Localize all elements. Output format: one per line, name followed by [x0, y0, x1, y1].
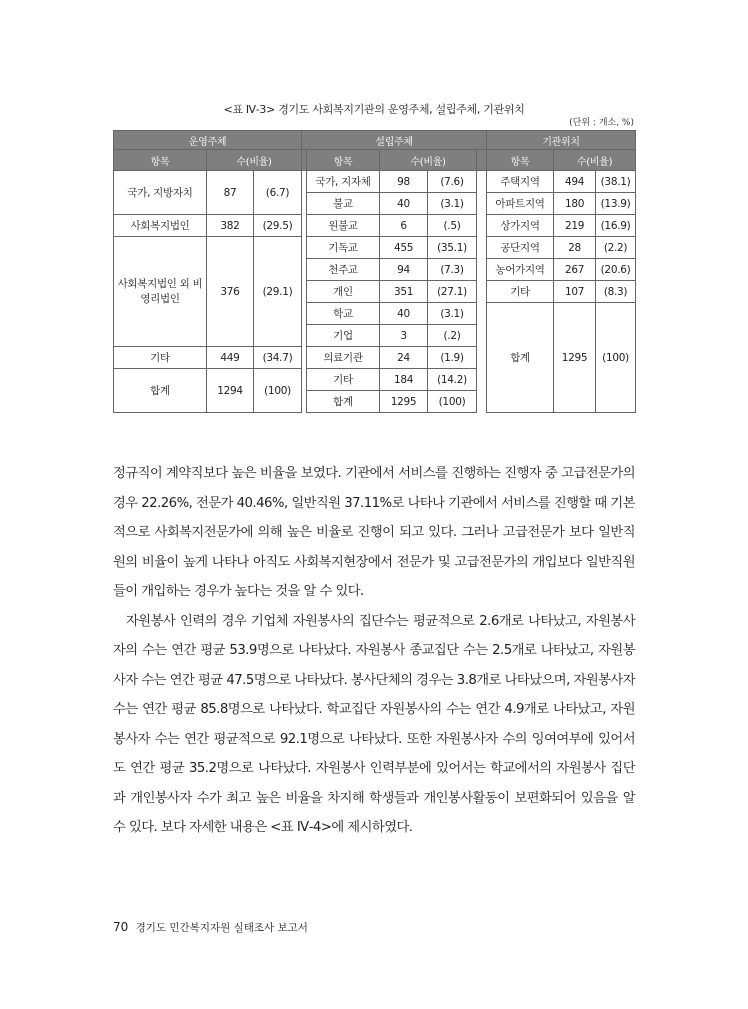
- fd-count: 3: [380, 325, 428, 347]
- header-location: 기관위치: [487, 131, 636, 150]
- op-pct: (6.7): [254, 171, 302, 215]
- header-founding: 설립주체: [302, 131, 487, 150]
- op-count: 376: [207, 237, 254, 347]
- fd-count: 24: [380, 347, 428, 369]
- loc-pct: (20.6): [596, 259, 636, 281]
- fd-item: 개인: [307, 281, 380, 303]
- fd-pct: (1.9): [428, 347, 477, 369]
- fd-pct: (3.1): [428, 303, 477, 325]
- page-footer: [113, 920, 308, 935]
- loc-item: 아파트지역: [487, 193, 554, 215]
- sub-header-count: 수(비율): [554, 150, 636, 171]
- sub-header-item: 항목: [114, 150, 207, 171]
- paragraph: 정규직이 계약직보다 높은 비율을 보였다. 기관에서 서비스를 진행하는 진행자 중 고급전문가의 경우 22.26%, 전문가 40.46%, 일반직원 37.11%로 나타나 기관에서 서비스를 진행할 때 기본적으로 사회복지전문가에 의해 높은 비율로 진행이 되고 있다. 그러나 고급전문가 보다 일반직원의 비율이 높게 나타나 아직도 사회복지현장에서 전문가 및 고급전문가의 개입보다 일반직원들이 개입하는 경우가 높다는 것을 알 수 있다.: [113, 466, 635, 599]
- fd-pct: (35.1): [428, 237, 477, 259]
- loc-item: 상가지역: [487, 215, 554, 237]
- loc-pct: (8.3): [596, 281, 636, 303]
- fd-item: 국가, 지자체: [307, 171, 380, 193]
- op-pct: (29.1): [254, 237, 302, 347]
- op-pct: (34.7): [254, 347, 302, 369]
- fd-item: 학교: [307, 303, 380, 325]
- loc-count: 267: [554, 259, 596, 281]
- loc-pct: (2.2): [596, 237, 636, 259]
- fd-item: 천주교: [307, 259, 380, 281]
- loc-item: 농어가지역: [487, 259, 554, 281]
- op-item: 기타: [114, 347, 207, 369]
- fd-pct: (100): [428, 391, 477, 413]
- table-row: [114, 237, 636, 259]
- fd-count: 1295: [380, 391, 428, 413]
- op-count: 449: [207, 347, 254, 369]
- loc-count: 107: [554, 281, 596, 303]
- report-title: 경기도 민간복지자원 실태조사 보고서: [135, 922, 308, 934]
- op-count: 87: [207, 171, 254, 215]
- fd-count: 40: [380, 193, 428, 215]
- fd-pct: (.2): [428, 325, 477, 347]
- loc-count: 1295: [554, 303, 596, 413]
- sub-header-count: 수(비율): [380, 150, 477, 171]
- sub-header-count: 수(비율): [207, 150, 302, 171]
- fd-item: 기타: [307, 369, 380, 391]
- fd-count: 184: [380, 369, 428, 391]
- op-item: 사회복지법인: [114, 215, 207, 237]
- loc-pct: (13.9): [596, 193, 636, 215]
- paragraph: 자원봉사 인력의 경우 기업체 자원봉사의 집단수는 평균적으로 2.6개로 나타났고, 자원봉사자의 수는 연간 평균 53.9명으로 나타났다. 자원봉사 종교집단 수는 2.5개로 나타났고, 자원봉사자 수는 연간 평균 47.5명으로 나타났다. 봉사단체의 경우는 3.8개로 나타났으며, 자원봉사자 수는 연간 평균 85.8명으로 나타났다. 학교집단 자원봉사의 수는 연간 4.9개로 나타났고, 자원봉사자 수는 연간 평균적으로 92.1명으로 나타났다. 또한 자원봉사자 수의 잉여여부에 있어서도 연간 평균 35.2명으로 나타났다. 자원봉사 인력부분에 있어서는 학교에서의 자원봉사 집단과 개인봉사자 수가 최고 높은 비율을 차지해 학생들과 개인봉사활동이 보편화되어 있음을 알 수 있다. 보다 자세한 내용은 <표 Ⅳ-4>에 제시하였다.: [113, 613, 635, 835]
- loc-item: 합계: [487, 303, 554, 413]
- table-row: [114, 215, 636, 237]
- loc-count: 28: [554, 237, 596, 259]
- loc-pct: (38.1): [596, 171, 636, 193]
- fd-pct: (7.6): [428, 171, 477, 193]
- sub-header-item: 항목: [307, 150, 380, 171]
- sub-header-item: 항목: [487, 150, 554, 171]
- loc-pct: (100): [596, 303, 636, 413]
- institution-table: [113, 130, 636, 413]
- fd-item: 의료기관: [307, 347, 380, 369]
- op-count: 1294: [207, 369, 254, 413]
- op-item: 사회복지법인 외 비영리법인: [114, 237, 207, 347]
- fd-item: 기독교: [307, 237, 380, 259]
- loc-item: 공단지역: [487, 237, 554, 259]
- loc-item: 주택지역: [487, 171, 554, 193]
- table-caption: <표 Ⅳ-3> 경기도 사회복지기관의 운영주체, 설립주체, 기관위치: [223, 103, 525, 116]
- fd-count: 40: [380, 303, 428, 325]
- body-text: [113, 459, 635, 843]
- loc-pct: (16.9): [596, 215, 636, 237]
- loc-count: 180: [554, 193, 596, 215]
- fd-pct: (3.1): [428, 193, 477, 215]
- fd-count: 351: [380, 281, 428, 303]
- op-item: 국가, 지방자치: [114, 171, 207, 215]
- loc-count: 494: [554, 171, 596, 193]
- table-unit: (단위 : 개소, %): [569, 118, 634, 128]
- fd-count: 94: [380, 259, 428, 281]
- op-item: 합계: [114, 369, 207, 413]
- fd-count: 6: [380, 215, 428, 237]
- fd-pct: (27.1): [428, 281, 477, 303]
- fd-item: 불교: [307, 193, 380, 215]
- loc-count: 219: [554, 215, 596, 237]
- sub-header-row: [114, 150, 636, 171]
- fd-pct: (7.3): [428, 259, 477, 281]
- page-number: 70: [113, 920, 129, 934]
- op-count: 382: [207, 215, 254, 237]
- table-row: [114, 171, 636, 193]
- op-pct: (29.5): [254, 215, 302, 237]
- header-operating: 운영주체: [114, 131, 302, 150]
- group-header-row: [114, 131, 636, 150]
- fd-item: 합계: [307, 391, 380, 413]
- fd-count: 98: [380, 171, 428, 193]
- fd-pct: (.5): [428, 215, 477, 237]
- fd-item: 기업: [307, 325, 380, 347]
- fd-count: 455: [380, 237, 428, 259]
- fd-pct: (14.2): [428, 369, 477, 391]
- loc-item: 기타: [487, 281, 554, 303]
- op-pct: (100): [254, 369, 302, 413]
- fd-item: 원불교: [307, 215, 380, 237]
